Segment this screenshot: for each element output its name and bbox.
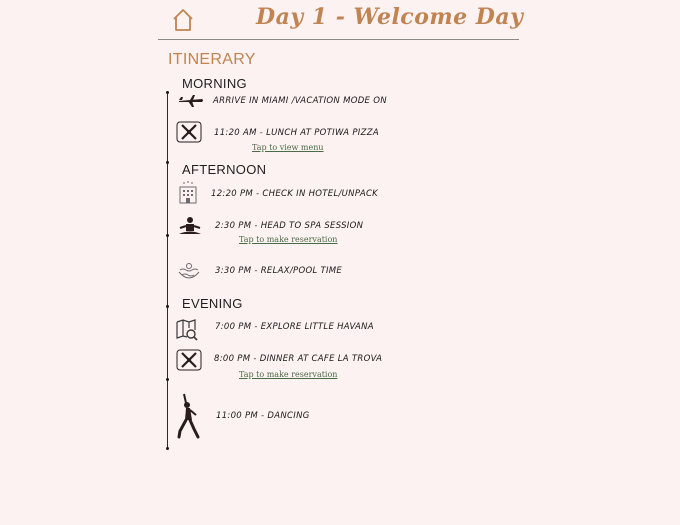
- dancer-icon: [176, 393, 200, 439]
- itinerary-item-text: 11:20 AM - LUNCH AT POTIWA PIZZA: [214, 128, 379, 138]
- timeline-dot: [166, 91, 169, 94]
- period-afternoon: AFTERNOON: [182, 162, 267, 177]
- map-search-icon: [175, 318, 199, 342]
- meditation-icon: [177, 216, 203, 236]
- itinerary-item-text: 2:30 PM - HEAD TO SPA SESSION: [215, 221, 364, 231]
- home-icon[interactable]: [172, 8, 194, 32]
- hotel-icon: [176, 181, 200, 205]
- timeline-dot: [166, 234, 169, 237]
- timeline-dot: [166, 378, 169, 381]
- timeline-dot: [166, 161, 169, 164]
- itinerary-item-text: 12:20 PM - CHECK IN HOTEL/UNPACK: [211, 189, 379, 199]
- timeline-line: [167, 92, 168, 449]
- timeline-dot: [166, 305, 169, 308]
- itinerary-item-text: ARRIVE IN MIAMI /VACATION MODE ON: [213, 96, 387, 106]
- period-evening: EVENING: [182, 296, 243, 311]
- spa-reservation-link[interactable]: Tap to make reservation: [239, 235, 338, 244]
- period-morning: MORNING: [182, 76, 247, 91]
- page-title: Day 1 - Welcome Day: [256, 4, 524, 30]
- pool-icon: [177, 260, 201, 282]
- itinerary-item-text: 8:00 PM - DINNER AT CAFE LA TROVA: [214, 354, 383, 364]
- dinner-reservation-link[interactable]: Tap to make reservation: [239, 370, 338, 379]
- itinerary-item-text: 11:00 PM - DANCING: [216, 411, 310, 421]
- itinerary-item-text: 7:00 PM - EXPLORE LITTLE HAVANA: [215, 322, 374, 332]
- restaurant-icon: [176, 121, 202, 143]
- itinerary-item-text: 3:30 PM - RELAX/POOL TIME: [215, 266, 343, 276]
- header-divider: [158, 39, 519, 40]
- restaurant-icon: [176, 349, 202, 371]
- timeline-dot: [166, 447, 169, 450]
- view-menu-link[interactable]: Tap to view menu: [252, 143, 324, 152]
- itinerary-heading: ITINERARY: [168, 51, 256, 68]
- airplane-icon: [178, 94, 204, 108]
